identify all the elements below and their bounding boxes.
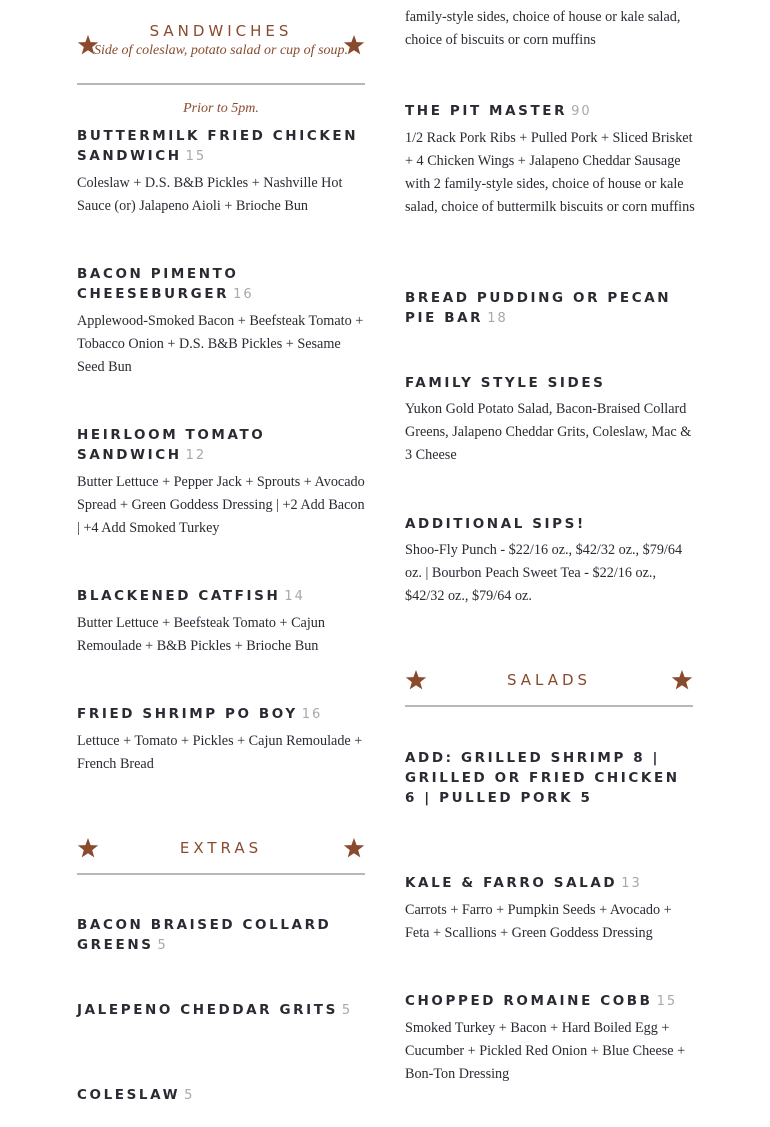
sandwiches-title: SANDWICHES [149, 22, 293, 40]
item-name: JALEPENO CHEDDAR GRITS 5 [77, 1002, 353, 1018]
item-name: BACON PIMENTO CHEESEBURGER 16 [77, 266, 254, 302]
menu-item [77, 425, 367, 540]
sandwiches-subtitle: Side of coleslaw, potato salad or cup of soup. [93, 43, 349, 58]
salads-title: SALADS [506, 671, 592, 689]
star-icon [77, 837, 99, 859]
menu-item [77, 126, 367, 218]
extras-header [77, 838, 365, 858]
item-price: 15 [185, 149, 207, 164]
extras-title: EXTRAS [179, 839, 263, 857]
item-price: 18 [487, 311, 508, 326]
item-price: 5 [184, 1088, 195, 1103]
item-name: COLESLAW 5 [77, 1087, 195, 1103]
salads-header [405, 670, 693, 690]
star-icon [671, 669, 693, 691]
menu-item [77, 586, 367, 658]
item-price: 90 [571, 104, 592, 119]
item-name: FRIED SHRIMP PO BOY 16 [77, 706, 323, 722]
item-description: Applewood-Smoked Bacon + Beefsteak Tomato + Tobacco Onion + D.S. B&B Pickles + Sesame Seed Bun [77, 313, 364, 375]
menu-item [77, 704, 367, 776]
item-name: BUTTERMILK FRIED CHICKEN SANDWICH 15 [77, 128, 359, 164]
menu-item [405, 288, 695, 329]
item-description: Smoked Turkey + Bacon + Hard Boiled Egg + Cucumber + Pickled Red Onion + Blue Cheese + Bon-Ton Dressing [405, 1020, 686, 1082]
item-description: Lettuce + Tomato + Pickles + Cajun Remoulade + French Bread [77, 733, 363, 772]
sandwiches-header [77, 21, 365, 59]
menu-item [405, 101, 695, 219]
star-icon [343, 837, 365, 859]
item-description: Shoo-Fly Punch - $22/16 oz., $42/32 oz., $79/64 oz. | Bourbon Peach Sweet Tea - $22/16 oz., $42/32 oz., $79/64 oz. [405, 542, 683, 604]
item-price: 12 [185, 448, 207, 463]
item-name: HEIRLOOM TOMATO SANDWICH 12 [77, 427, 266, 463]
item-description: Butter Lettuce + Beefsteak Tomato + Cajun Remoulade + B&B Pickles + Brioche Bun [77, 615, 325, 654]
menu-item [77, 915, 367, 956]
item-name: ADDITIONAL SIPS! [405, 516, 586, 532]
menu-item [405, 514, 695, 608]
item-name: THE PIT MASTER 90 [405, 103, 592, 119]
item-price: 13 [621, 876, 642, 891]
item-name: CHOPPED ROMAINE COBB 15 [405, 993, 678, 1009]
item-description: Coleslaw + D.S. B&B Pickles + Nashville Hot Sauce (or) Jalapeno Aioli + Brioche Bun [77, 175, 343, 214]
star-icon [77, 34, 99, 56]
item-name: FAMILY STYLE SIDES [405, 375, 606, 391]
item-name: KALE & FARRO SALAD 13 [405, 875, 642, 891]
divider [77, 83, 365, 85]
star-icon [405, 669, 427, 691]
item-price: 15 [656, 994, 678, 1009]
item-name: BREAD PUDDING OR PECAN PIE BAR 18 [405, 290, 672, 326]
item-name: ADD: GRILLED SHRIMP 8 | GRILLED OR FRIED CHICKEN 6 | PULLED PORK 5 [405, 750, 680, 806]
item-name: BLACKENED CATFISH 14 [77, 588, 305, 604]
item-price: 14 [284, 589, 305, 604]
item-price: 5 [157, 938, 168, 953]
menu-item [405, 373, 695, 467]
item-description: 1/2 Rack Pork Ribs + Pulled Pork + Sliced Brisket + 4 Chicken Wings + Jalapeno Cheddar Sausage with 2 family-style sides, choice of house or kale salad, choice of buttermilk biscuits or corn muffins [405, 130, 695, 215]
continued-description: family-style sides, choice of house or kale salad, choice of biscuits or corn muffins [405, 9, 681, 48]
menu-item [77, 1085, 367, 1106]
item-name: BACON BRAISED COLLARD GREENS 5 [77, 917, 332, 953]
divider [77, 873, 365, 875]
menu-item [77, 1000, 367, 1021]
item-price: 5 [341, 1003, 353, 1018]
item-description: Butter Lettuce + Pepper Jack + Sprouts + Avocado Spread + Green Goddess Dressing | +2 Add Bacon | +4 Add Smoked Turkey [77, 474, 365, 536]
menu-item [77, 264, 367, 379]
item-description: Carrots + Farro + Pumpkin Seeds + Avocado + Feta + Scallions + Green Goddess Dressing [405, 902, 672, 941]
menu-item [405, 748, 695, 808]
sandwiches-note: Prior to 5pm. [183, 101, 259, 116]
item-description: Yukon Gold Potato Salad, Bacon-Braised Collard Greens, Jalapeno Cheddar Grits, Coleslaw, Mac & 3 Cheese [405, 401, 692, 463]
item-price: 16 [233, 287, 254, 302]
item-price: 16 [301, 707, 323, 722]
star-icon [343, 34, 365, 56]
divider [405, 705, 693, 707]
menu-item [405, 991, 695, 1086]
menu-item [405, 873, 695, 945]
